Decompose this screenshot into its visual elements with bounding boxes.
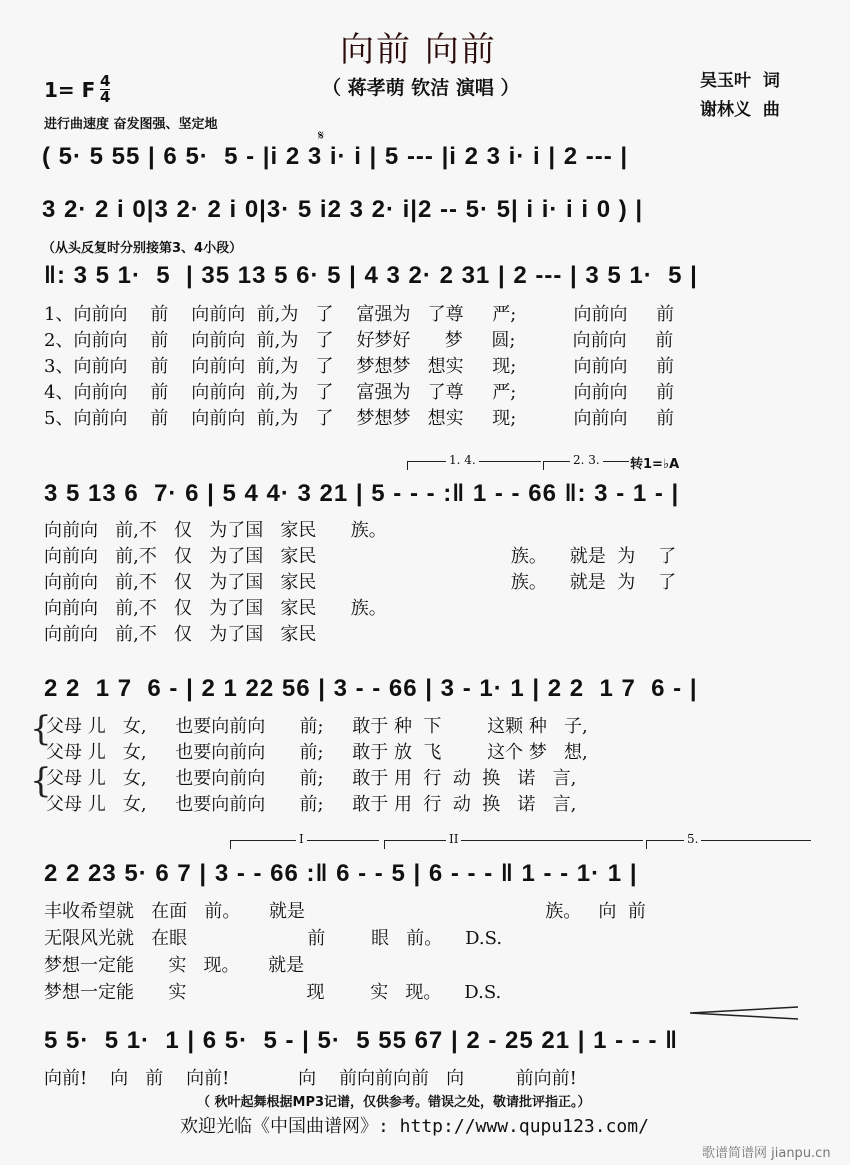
section2-verse-2: 向前向 前,不 仅 为了国 家民 族。 就是 为 了 xyxy=(44,546,677,567)
section4-notes: 2 2 23 5· 6 7 | 3 - - 66 :‖ 6 - - 5 | 6 - - - ‖ 1 - - 1· 1 | xyxy=(44,860,638,887)
volta-label-5: 5. xyxy=(684,832,701,846)
section2-notes: 3 5 13 6 7· 6 | 5 4 4· 3 21 | 5 - - - :‖ 1 - - 66 ‖: 3 - 1 - | xyxy=(44,480,680,507)
modulation-marking: 转1=♭A xyxy=(630,457,680,472)
time-numerator: 4 xyxy=(100,72,111,90)
volta-label-1: 1. 4. xyxy=(446,453,479,467)
transcriber-note: （ 秋叶起舞根据MP3记谱，仅供参考。错误之处，敬请批评指正。） xyxy=(197,1095,591,1110)
repeat-instruction: （从头反复时分别接第3、4小段） xyxy=(42,241,243,256)
section3-verse-2: 父母 儿 女, 也要向前向 前; 敢于 放 飞 这个 梦 想, xyxy=(46,742,588,763)
volta-label-2: 2. 3. xyxy=(570,453,603,467)
volta-bracket-II xyxy=(384,840,643,849)
key-signature: 1= F xyxy=(44,78,96,102)
section1-verse-3: 3、向前向 前 向前向 前,为 了 梦想梦 想实 现; 向前向 前 xyxy=(44,356,675,377)
section1-verse-1: 1、向前向 前 向前向 前,为 了 富强为 了尊 严; 向前向 前 xyxy=(44,304,675,325)
tempo-marking: 进行曲速度 奋发图强、坚定地 xyxy=(44,117,218,132)
section2-verse-1: 向前向 前,不 仅 为了国 家民 族。 xyxy=(44,520,387,541)
section3-verse-1: 父母 儿 女, 也要向前向 前; 敢于 种 下 这颗 种 子, xyxy=(46,716,588,737)
section5-notes: 5 5· 5 1· 1 | 6 5· 5 - | 5· 5 55 67 | 2 - 25 21 | 1 - - - ‖ xyxy=(44,1027,679,1054)
brace-verses-3-4: { xyxy=(30,761,52,801)
section4-verse-2: 无限风光就 在眼 前 眼 前。 D.S. xyxy=(44,928,503,949)
section5-lyrics: 向前! 向 前 向前! 向 前向前向前 向 前向前! xyxy=(44,1068,577,1089)
watermark: 歌谱简谱网 jianpu.cn xyxy=(702,1146,831,1161)
intro-notes-line2: 3 2· 2 i 0|3 2· 2 i 0|3· 5 i2 3 2· i|2 -- 5· 5| i i· i i 0 ) | xyxy=(42,196,644,223)
section4-verse-3: 梦想一定能 实 现。 就是 xyxy=(44,955,305,976)
volta-label-II: II xyxy=(446,832,461,846)
section2-verse-4: 向前向 前,不 仅 为了国 家民 族。 xyxy=(44,598,387,619)
section3-notes: 2 2 1 7 6 - | 2 1 22 56 | 3 - - 66 | 3 - 1· 1 | 2 2 1 7 6 - | xyxy=(44,675,698,702)
section1-verse-2: 2、向前向 前 向前向 前,为 了 好梦好 梦 圆; 向前向 前 xyxy=(44,330,674,351)
composer-credit: 谢林义 曲 xyxy=(700,100,780,120)
section4-verse-1: 丰收希望就 在面 前。 就是 族。 向 前 xyxy=(44,901,646,922)
section4-verse-4: 梦想一定能 实 现 实 现。 D.S. xyxy=(44,982,502,1003)
segno-icon: 𝄋 xyxy=(318,128,325,144)
website-welcome: 欢迎光临《中国曲谱网》: http://www.qupu123.com/ xyxy=(180,1116,649,1137)
section2-verse-3: 向前向 前,不 仅 为了国 家民 族。 就是 为 了 xyxy=(44,572,677,593)
lyricist-credit: 吴玉叶 词 xyxy=(700,71,780,91)
section3-verse-4: 父母 儿 女, 也要向前向 前; 敢于 用 行 动 换 诺 言, xyxy=(46,794,577,815)
section1-verse-4: 4、向前向 前 向前向 前,为 了 富强为 了尊 严; 向前向 前 xyxy=(44,382,675,403)
volta-label-I: I xyxy=(296,832,307,846)
time-denominator: 4 xyxy=(100,88,111,106)
song-title: 向前 向前 xyxy=(340,30,497,70)
section1-verse-5: 5、向前向 前 向前向 前,为 了 梦想梦 想实 现; 向前向 前 xyxy=(44,408,675,429)
time-signature xyxy=(100,74,110,105)
intro-notes-line1: ( 5· 5 55 | 6 5· 5 - |i 2 3 i· i | 5 --- |i 2 3 i· i | 2 --- | xyxy=(42,143,629,170)
section2-verse-5: 向前向 前,不 仅 为了国 家民 xyxy=(44,624,317,645)
brace-verses-1-2: { xyxy=(30,709,52,749)
decrescendo-icon xyxy=(690,1005,800,1025)
performers: （ 蒋孝萌 钦洁 演唱 ） xyxy=(322,77,520,99)
section1-notes: ‖: 3 5 1· 5 | 35 13 5 6· 5 | 4 3 2· 2 31 | 2 --- | 3 5 1· 5 | xyxy=(44,262,698,289)
volta-bracket-5 xyxy=(646,840,811,849)
section3-verse-3: 父母 儿 女, 也要向前向 前; 敢于 用 行 动 换 诺 言, xyxy=(46,768,577,789)
